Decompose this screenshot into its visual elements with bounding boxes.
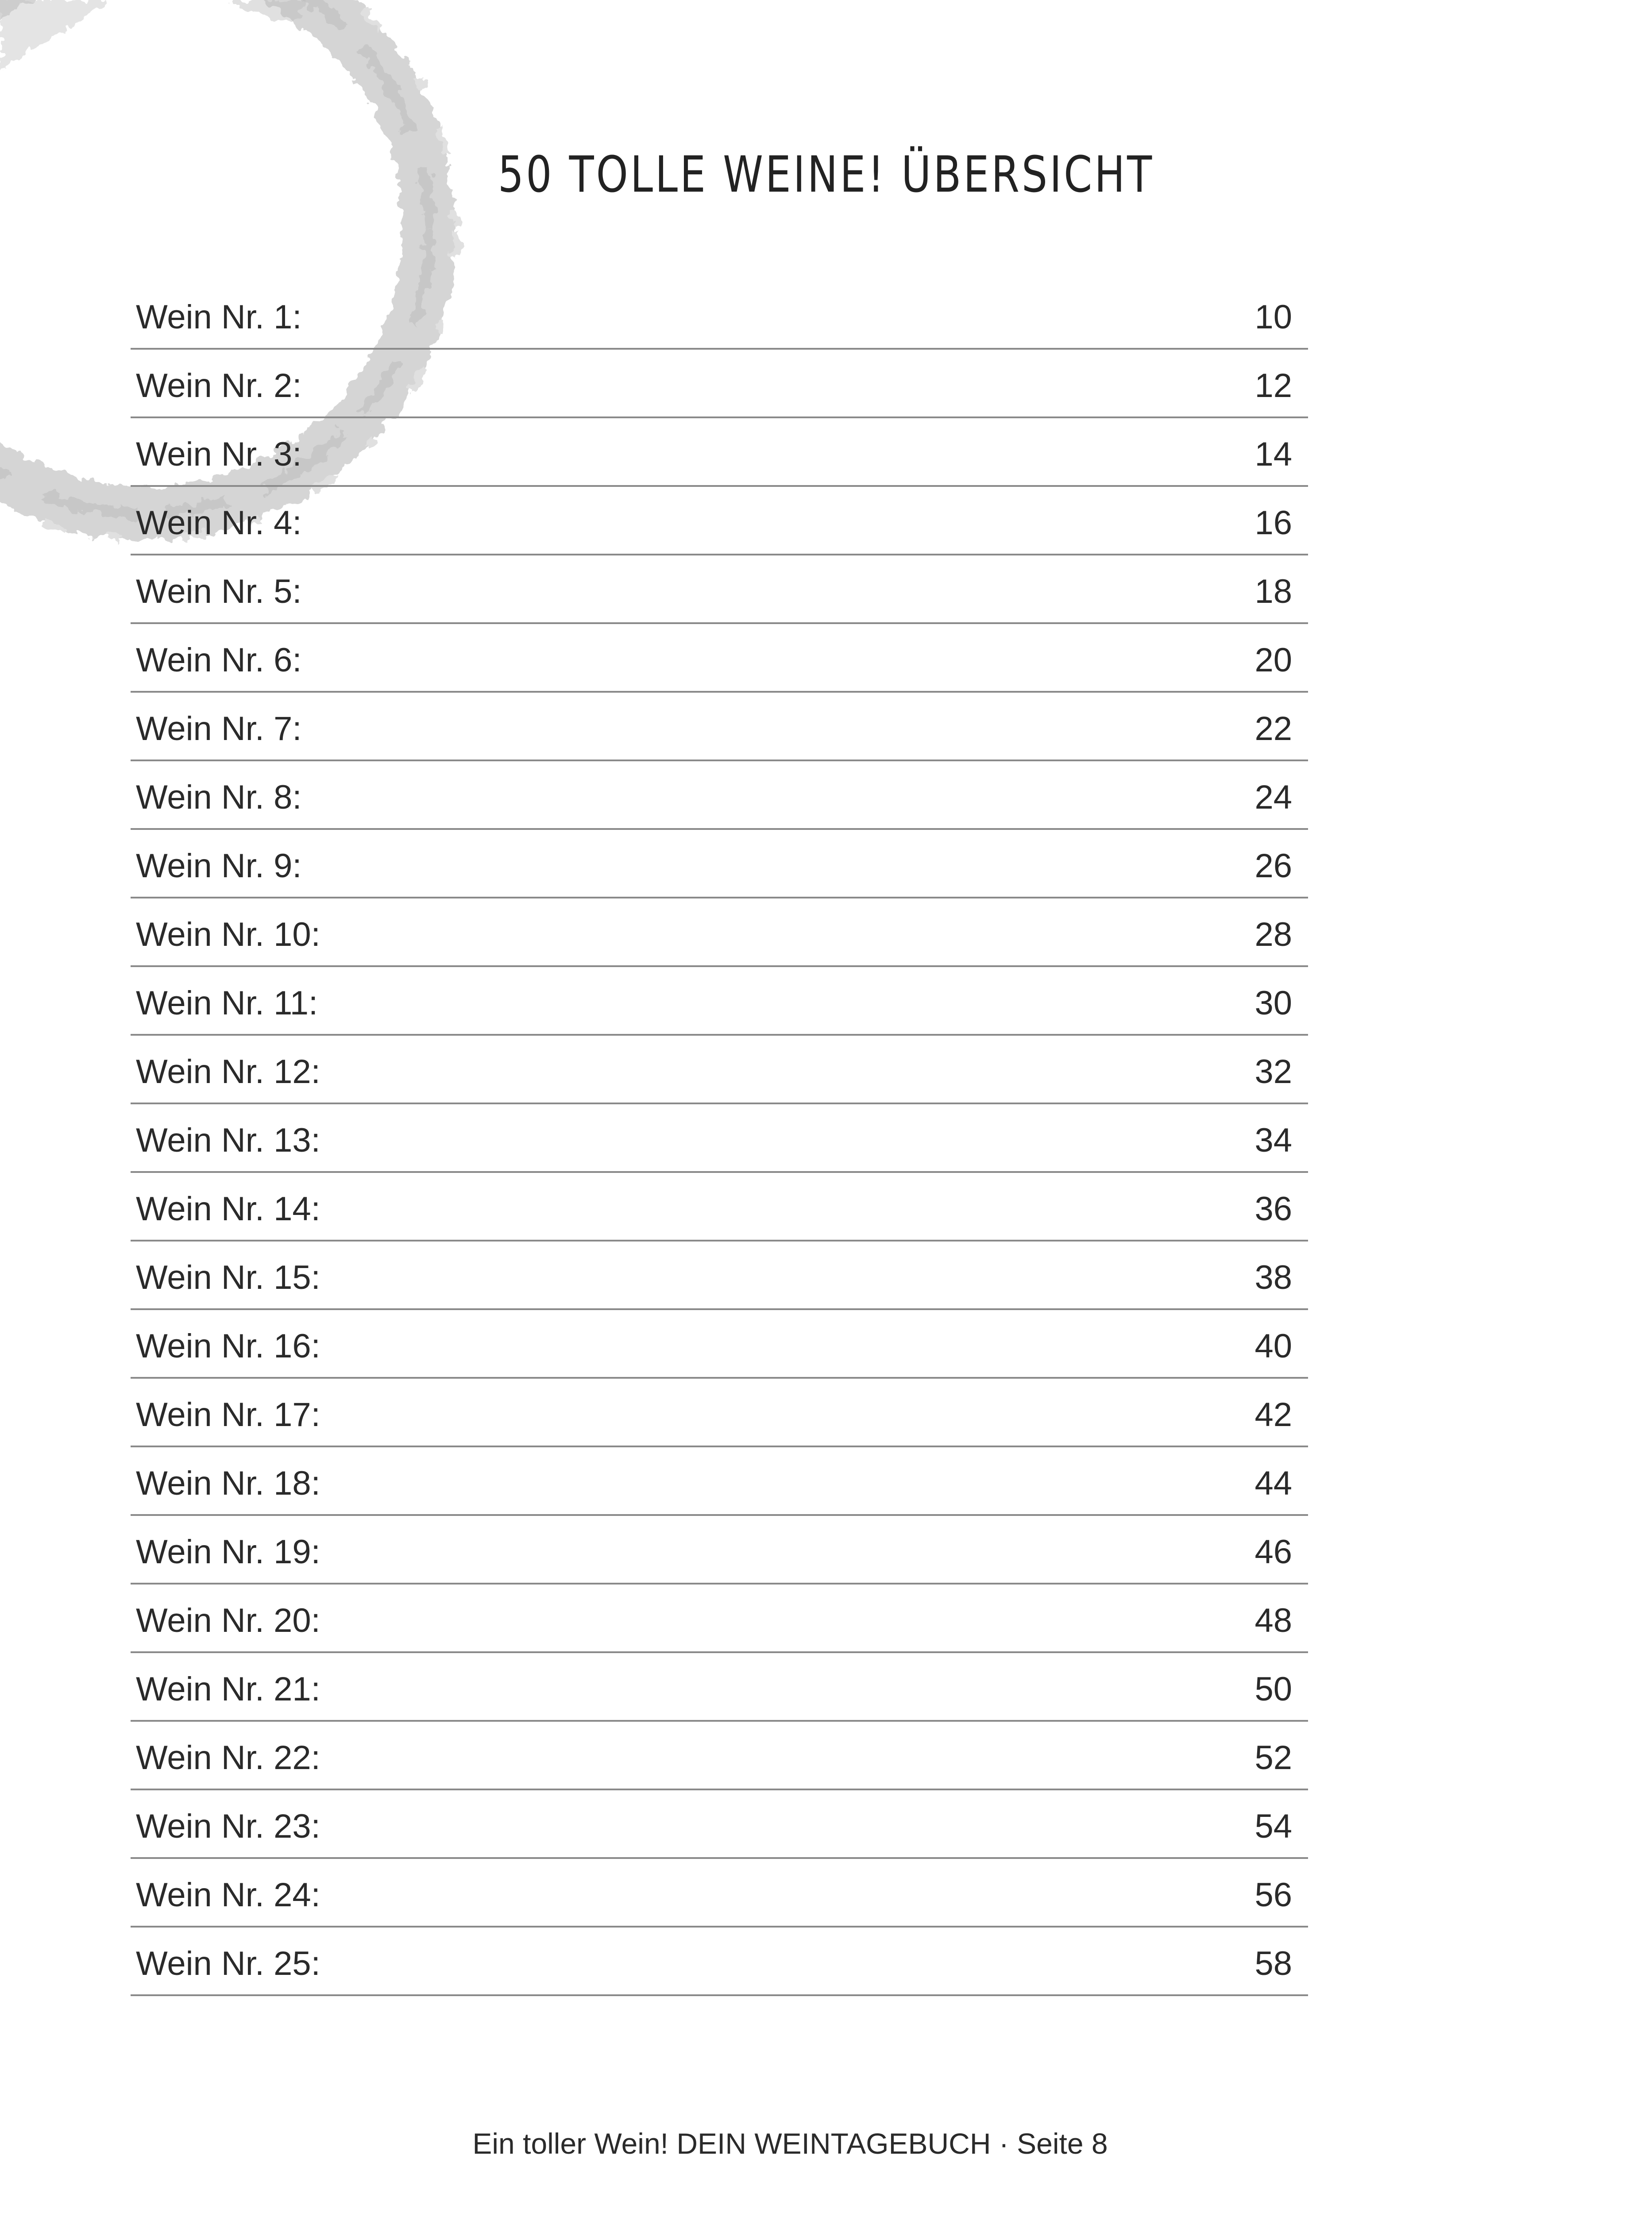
toc-row — [131, 1653, 1308, 1722]
toc-row — [131, 487, 1308, 555]
toc-row — [131, 281, 1308, 350]
toc-entry-label: Wein Nr. 3: — [136, 436, 302, 473]
toc-entry-label: Wein Nr. 6: — [136, 641, 302, 679]
toc-page-number: 24 — [1254, 779, 1292, 816]
toc-row — [131, 761, 1308, 830]
toc-entry-label: Wein Nr. 5: — [136, 573, 302, 610]
toc-row — [131, 967, 1308, 1036]
toc-entry-label: Wein Nr. 16: — [136, 1327, 320, 1365]
toc-entry-label: Wein Nr. 13: — [136, 1122, 320, 1159]
toc-entry-label: Wein Nr. 18: — [136, 1465, 320, 1502]
toc-row — [131, 830, 1308, 898]
toc-row — [131, 898, 1308, 967]
toc-page-number: 12 — [1254, 367, 1292, 405]
toc-entry-label: Wein Nr. 14: — [136, 1190, 320, 1228]
toc-row — [131, 1104, 1308, 1173]
toc-page-number: 58 — [1254, 1945, 1292, 1982]
toc-row — [131, 1859, 1308, 1928]
toc-row — [131, 1310, 1308, 1379]
toc-page-number: 44 — [1254, 1465, 1292, 1502]
toc-page-number: 48 — [1254, 1602, 1292, 1639]
toc-row — [131, 418, 1308, 487]
toc-page-number: 40 — [1254, 1327, 1292, 1365]
toc-entry-label: Wein Nr. 22: — [136, 1739, 320, 1777]
toc-entry-label: Wein Nr. 7: — [136, 710, 302, 748]
page-title: 50 TOLLE WEINE! ÜBERSICHT — [498, 146, 1154, 204]
toc-page-number: 56 — [1254, 1876, 1292, 1914]
toc-row — [131, 1722, 1308, 1790]
toc-page-number: 42 — [1254, 1396, 1292, 1434]
toc-page-number: 14 — [1254, 436, 1292, 473]
toc-row — [131, 1241, 1308, 1310]
toc-entry-label: Wein Nr. 1: — [136, 298, 302, 336]
toc-page-number: 54 — [1254, 1808, 1292, 1845]
toc-entry-label: Wein Nr. 4: — [136, 504, 302, 542]
toc-row — [131, 555, 1308, 624]
toc-entry-label: Wein Nr. 15: — [136, 1259, 320, 1296]
toc-page-number: 34 — [1254, 1122, 1292, 1159]
toc-row — [131, 1379, 1308, 1447]
toc-entry-label: Wein Nr. 8: — [136, 779, 302, 816]
toc-entry-label: Wein Nr. 23: — [136, 1808, 320, 1845]
toc-entry-label: Wein Nr. 17: — [136, 1396, 320, 1434]
page-footer: Ein toller Wein! DEIN WEINTAGEBUCH · Seite 8 — [472, 2127, 1108, 2160]
toc-page-number: 16 — [1254, 504, 1292, 542]
toc-entry-label: Wein Nr. 11: — [136, 984, 318, 1022]
toc-page-number: 50 — [1254, 1670, 1292, 1708]
toc-entry-label: Wein Nr. 20: — [136, 1602, 320, 1639]
toc-entry-label: Wein Nr. 2: — [136, 367, 302, 405]
toc-entry-label: Wein Nr. 9: — [136, 847, 302, 885]
toc-page-number: 38 — [1254, 1259, 1292, 1296]
toc-row — [131, 1173, 1308, 1241]
toc-row — [131, 350, 1308, 418]
toc-row — [131, 1516, 1308, 1585]
toc-page-number: 28 — [1254, 916, 1292, 953]
toc-page-number: 46 — [1254, 1533, 1292, 1571]
toc-page-number: 52 — [1254, 1739, 1292, 1777]
toc-entry-label: Wein Nr. 12: — [136, 1053, 320, 1091]
toc-page-number: 10 — [1254, 298, 1292, 336]
toc-page-number: 32 — [1254, 1053, 1292, 1091]
toc-row — [131, 624, 1308, 693]
toc-page-number: 30 — [1254, 984, 1292, 1022]
toc-entry-label: Wein Nr. 25: — [136, 1945, 320, 1982]
toc-entry-label: Wein Nr. 10: — [136, 916, 320, 953]
toc-entry-label: Wein Nr. 19: — [136, 1533, 320, 1571]
toc-entry-label: Wein Nr. 24: — [136, 1876, 320, 1914]
toc-row — [131, 1790, 1308, 1859]
toc-row — [131, 1585, 1308, 1653]
toc-row — [131, 693, 1308, 761]
table-of-contents — [131, 281, 1308, 1996]
toc-page-number: 22 — [1254, 710, 1292, 748]
toc-page-number: 18 — [1254, 573, 1292, 610]
toc-page-number: 20 — [1254, 641, 1292, 679]
toc-row — [131, 1928, 1308, 1996]
toc-page-number: 36 — [1254, 1190, 1292, 1228]
toc-row — [131, 1447, 1308, 1516]
toc-page-number: 26 — [1254, 847, 1292, 885]
toc-row — [131, 1036, 1308, 1104]
toc-entry-label: Wein Nr. 21: — [136, 1670, 320, 1708]
